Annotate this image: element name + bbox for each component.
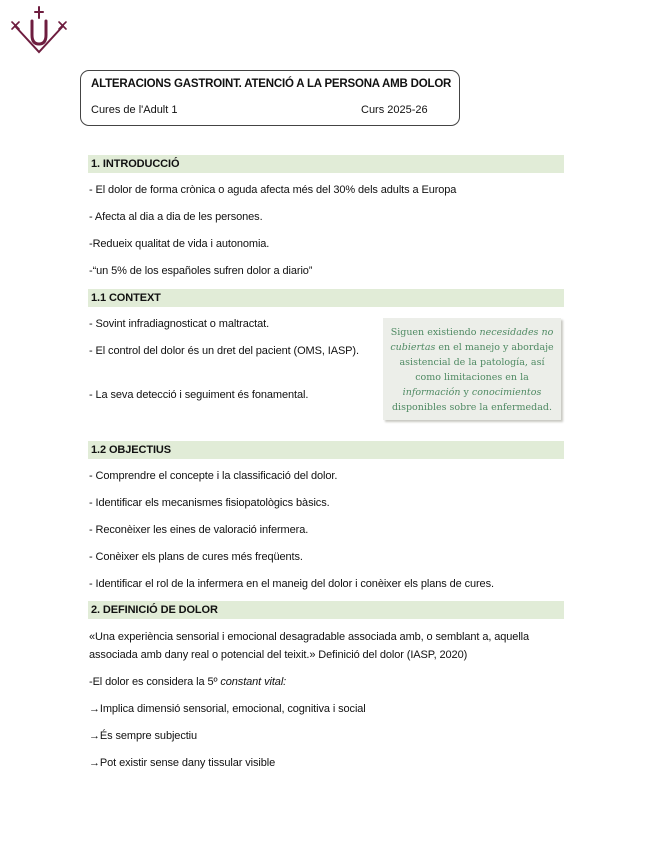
note-emphasis: conocimientos: [471, 387, 542, 398]
course-year: Curs 2025-26: [361, 104, 428, 116]
note-text: Siguen existiendo: [390, 327, 480, 338]
definition-line: →Implica dimensió sensorial, emocional, cognitiva i social: [89, 703, 366, 715]
intro-line: - El dolor de forma crònica o aguda afecta més del 30% dels adults a Europa: [89, 184, 457, 196]
objective-line: - Conèixer els plans de cures més freqüents.: [89, 551, 303, 563]
note-emphasis: necesidades no cubiertas: [390, 327, 554, 353]
objective-line: - Comprendre el concepte i la classificació del dolor.: [89, 470, 338, 482]
context-note-box: [383, 318, 561, 420]
vital-sign-line: [89, 675, 286, 690]
note-text: disponibles sobre la enfermedad.: [391, 402, 553, 413]
intro-line: - Afecta al dia a dia de les persones.: [89, 211, 263, 223]
note-text: y: [460, 387, 472, 398]
objective-line: - Identificar el rol de la infermera en el maneig del dolor i conèixer els plans de cures.: [89, 578, 494, 590]
note-text: en el manejo y abordaje asistencial de la patología, así como limitaciones en la: [399, 342, 554, 383]
course-name: Cures de l'Adult 1: [91, 104, 178, 116]
section-heading-introduction: 1. INTRODUCCIÓ: [88, 155, 564, 173]
definition-line: →Pot existir sense dany tissular visible: [89, 757, 276, 769]
note-emphasis: información: [402, 387, 461, 398]
vital-sign-emphasis: constant vital:: [220, 676, 287, 688]
objective-line: - Identificar els mecanismes fisiopatològics bàsics.: [89, 497, 330, 509]
document-header: [80, 70, 460, 126]
definition-line: →És sempre subjectiu: [89, 730, 198, 742]
definition-quote: «Una experiència sensorial i emocional desagradable associada amb, o semblant a, aquella associada amb dany real o potencial del teixit.» Definició del dolor (IASP, 2020): [89, 631, 530, 661]
context-line: - La seva detecció i seguiment és fonamental.: [89, 389, 309, 401]
context-line: - El control del dolor és un dret del pacient (OMS, IASP).: [89, 345, 359, 357]
section-heading-objectives: 1.2 OBJECTIUS: [88, 441, 564, 459]
vital-sign-prefix: -El dolor es considera la 5º: [89, 676, 221, 688]
section-heading-context: 1.1 CONTEXT: [88, 289, 564, 307]
intro-line: -Redueix qualitat de vida i autonomia.: [89, 238, 270, 250]
document-title: ALTERACIONS GASTROINT. ATENCIÓ A LA PERSONA AMB DOLOR: [91, 78, 452, 90]
objective-line: - Reconèixer les eines de valoració infermera.: [89, 524, 309, 536]
intro-line: -“un 5% de los españoles sufren dolor a diario”: [89, 265, 313, 277]
section-heading-definition: 2. DEFINICIÓ DE DOLOR: [88, 601, 564, 619]
context-line: - Sovint infradiagnosticat o maltractat.: [89, 318, 270, 330]
university-emblem-icon: [10, 4, 72, 56]
